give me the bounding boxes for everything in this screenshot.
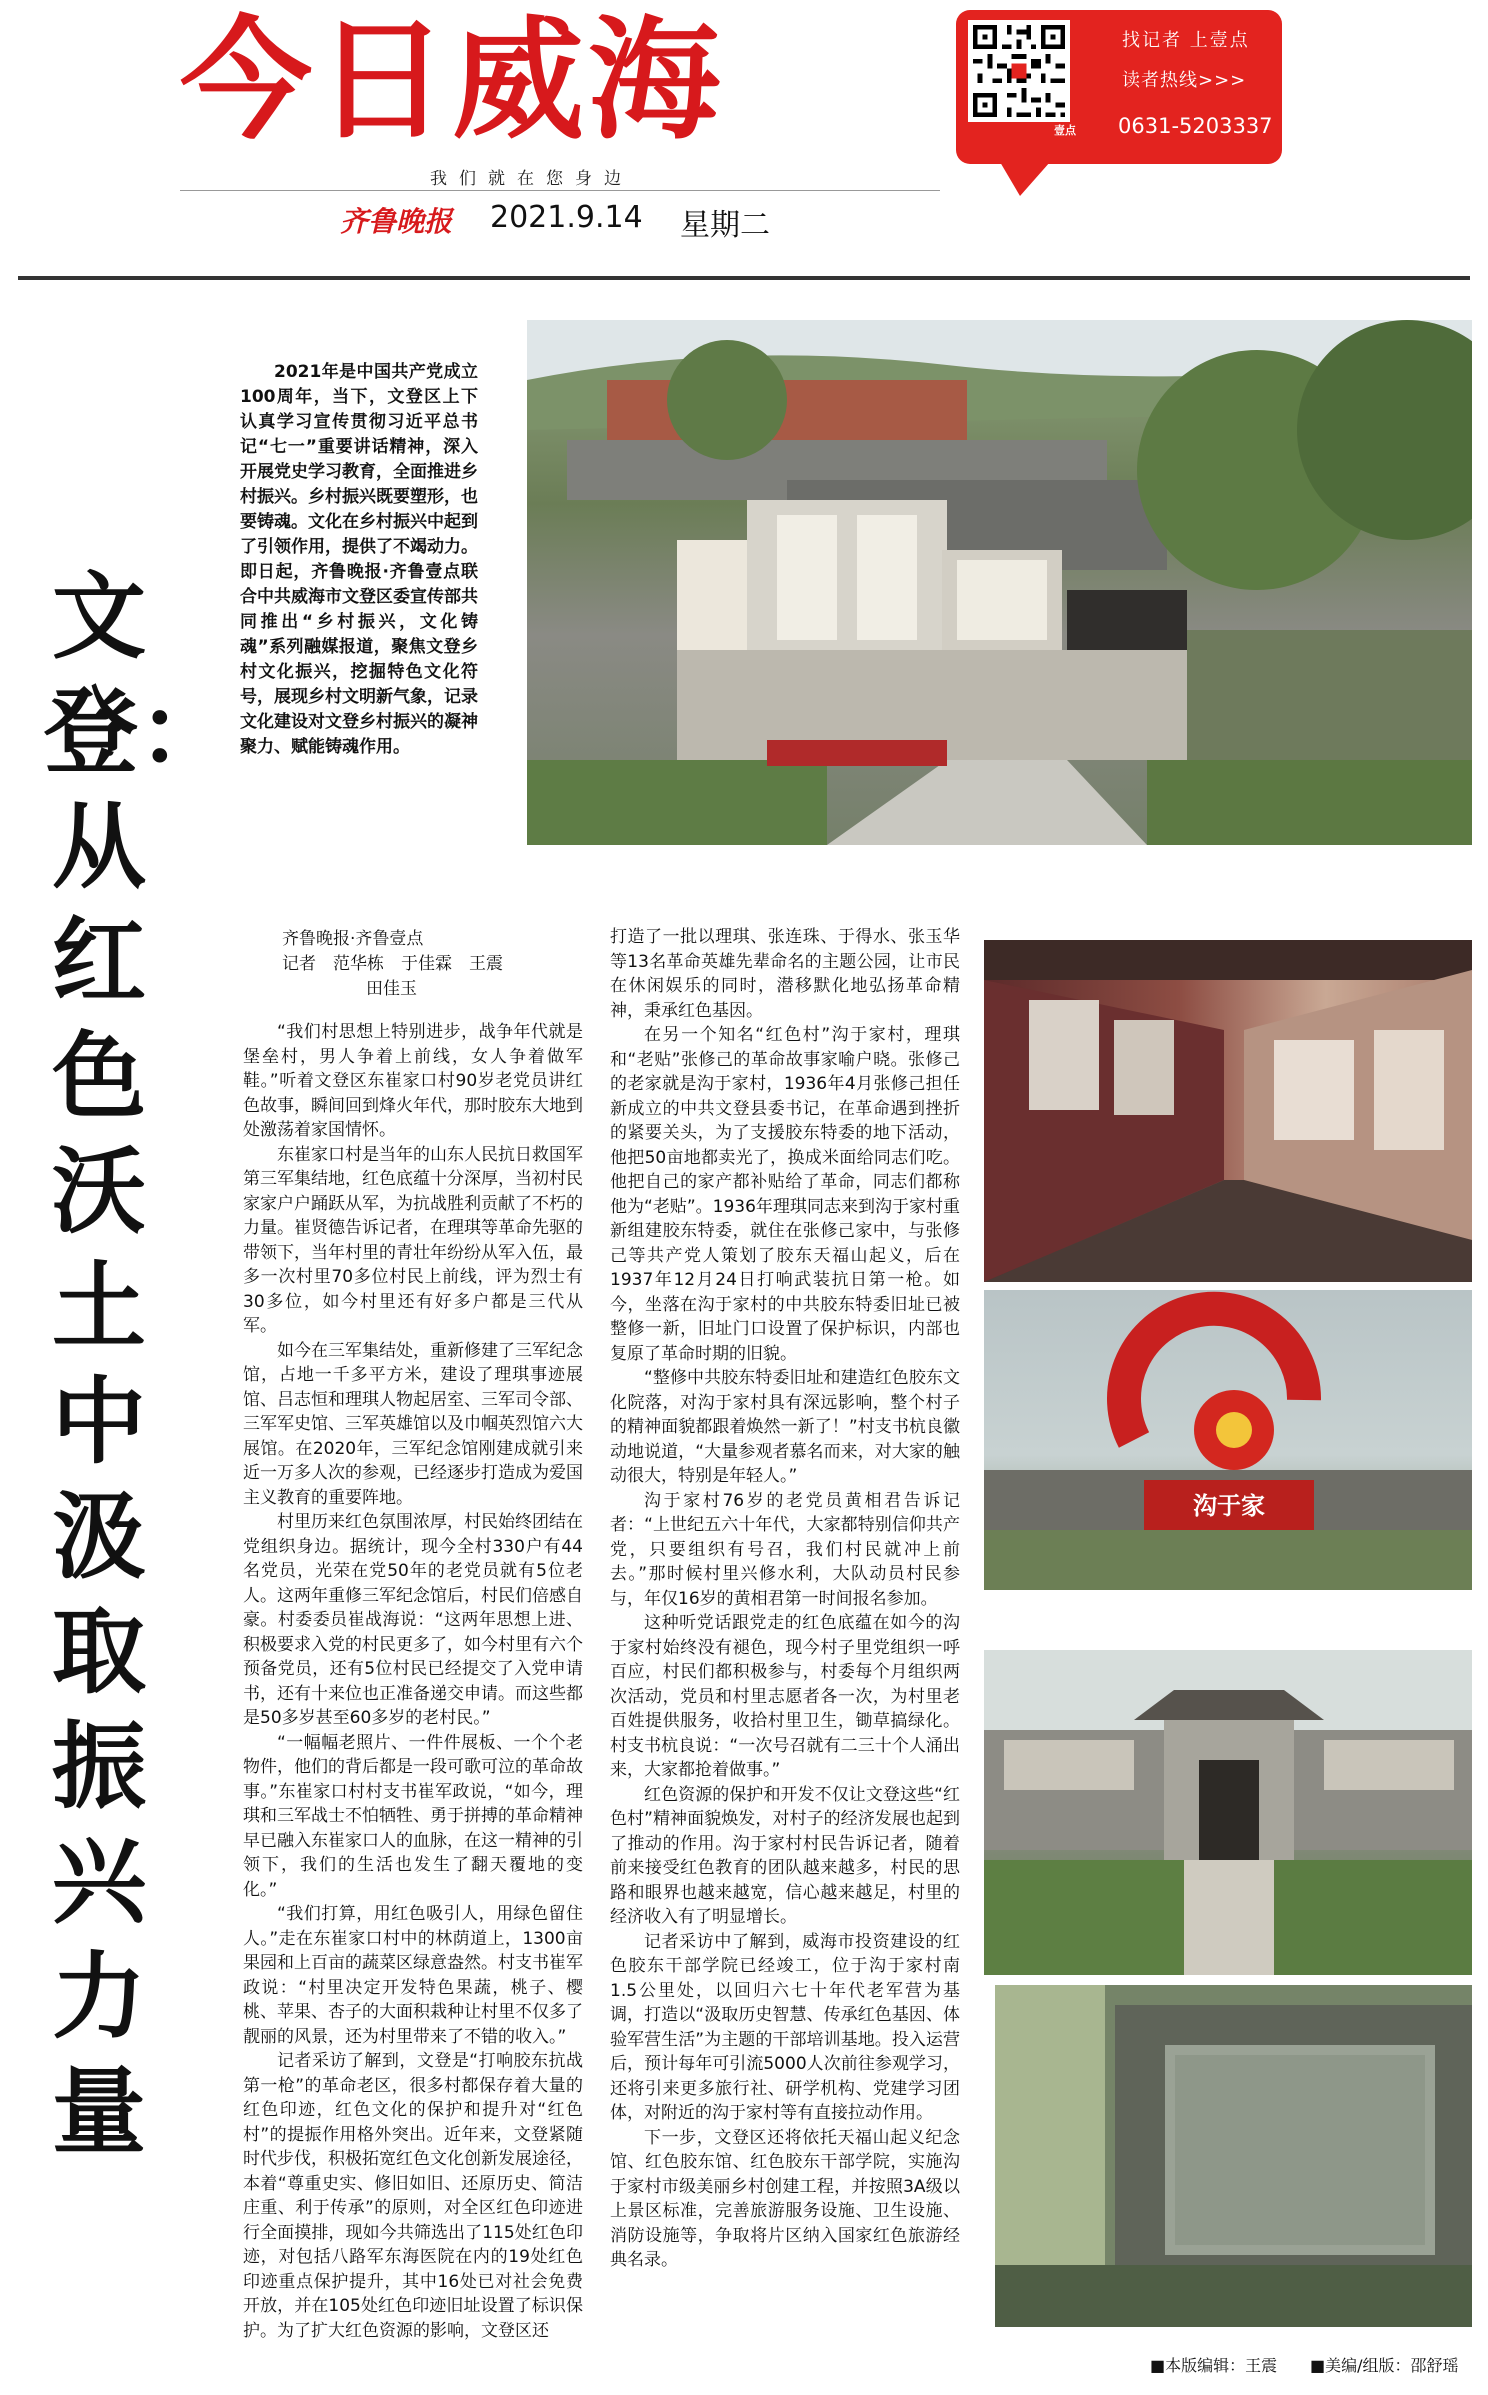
- masthead-slogan: 我们就在您身边: [430, 169, 633, 189]
- qr-code-icon[interactable]: [968, 20, 1070, 122]
- paragraph: “一幅幅老照片、一件件展板、一个个老物件，他们的背后都是一段可歌可泣的革命故事。”东崔家口村村支书崔军政说，“如今，理琪和三军战士不怕牺牲、勇于拼搏的革命精神早已融入东崔家口人的血脉，在这一精神的引领下，我们的生活也发生了翻天覆地的变化。”: [243, 1732, 583, 1900]
- paragraph: 记者采访中了解到，威海市投资建设的红色胶东干部学院已经竣工，位于沟于家村南1.5公里处，以回归六七十年代老军营为基调，打造以“汲取历史智慧、传承红色基因、体验军营生活”为主题的干部培训基地。投入运营后，预计每年可引流5000人次前往参观学习，还将引来更多旅行社、研学机构、党建学习团体，对附近的沟于家村等有直接拉动作用。: [610, 1931, 960, 2123]
- article-headline: 文登：从红色沃土中汲取振兴力量: [44, 563, 233, 2167]
- issue-weekday: 星期二: [680, 208, 770, 243]
- photo-stone-plaque: [995, 1985, 1472, 2327]
- paragraph: 这种听党话跟党走的红色底蕴在如今的沟于家村始终没有褪色，现今村子里党组织一呼百应，村民们都积极参与，村委每个月组织两次活动，党员和村里志愿者各一次，为村里老百姓提供服务，收拾村里卫生，锄草搞绿化。村支书杭良说：“一次号召就有二三十个人涌出来，大家都抢着做事。”: [610, 1613, 960, 1780]
- footer-designer: ■美编/组版：邵舒瑶: [1310, 2356, 1459, 2375]
- paragraph: 下一步，文登区还将依托天福山起义纪念馆、红色胶东馆、红色胶东干部学院，实施沟于家村市级美丽乡村创建工程，并按照3A级以上景区标准，完善旅游服务设施、卫生设施、消防设施等，争取将片区纳入国家红色旅游经典名录。: [610, 2127, 960, 2270]
- qr-caption: 壹点: [1054, 124, 1076, 137]
- paragraph: 沟于家村76岁的老党员黄相君告诉记者：“上世纪五六十年代，大家都特别信仰共产党，只要组织有号召，我们村民就冲上前去。”那时候村里兴修水利，大队动员村民参与，年仅16岁的黄相君第一时间报名参加。: [610, 1490, 960, 1609]
- hotline-label: 读者热线>>>: [1122, 70, 1247, 91]
- paragraph: “我们打算，用红色吸引人，用绿色留住人。”走在东崔家口村中的林荫道上，1300亩果园和上百亩的蔬菜区绿意盎然。村支书崔军政说：“村里决定开发特色果蔬，桃子、樱桃、苹果、杏子的大面积栽种让村里不仅多了靓丽的风景，还为村里带来了不错的收入。”: [243, 1904, 583, 2047]
- paragraph: 记者采访了解到，文登是“打响胶东抗战第一枪”的革命老区，很多村都保存着大量的红色印迹，红色文化的保护和提升对“红色村”的提振作用格外突出。近年来，文登紧随时代步伐，积极拓宽红色文化创新发展途径，本着“尊重史实、修旧如旧、还原历史、简洁庄重、利于传承”的原则，对全区红色印迹进行全面摸排，现如今共筛选出了115处红色印迹，对包括八路军东海医院在内的19处红色印迹重点保护提升，其中16处已对社会免费开放，并在105处红色印迹旧址设置了标识保护。为了扩大红色资源的影响，文登区还: [243, 2051, 583, 2341]
- masthead-title: 今日威海: [180, 4, 724, 158]
- qr-code-graphic: [968, 20, 1070, 122]
- photo-hall-graphic: [984, 940, 1472, 1282]
- photo-courtyard-gate: [984, 1650, 1472, 1975]
- hotline-phone[interactable]: 0631-5203337: [1118, 114, 1273, 138]
- issue-date: 2021.9.14: [490, 200, 643, 235]
- brand-logo: 齐鲁晚报: [340, 205, 453, 238]
- paragraph: “整修中共胶东特委旧址和建造红色胶东文化院落，对沟于家村具有深远影响，整个村子的精神面貌都跟着焕然一新了！”村支书杭良徽动地说道，“大量参观者慕名而来，对大家的触动很大，特别是年轻人。”: [610, 1368, 960, 1486]
- paragraph: 在另一个知名“红色村”沟于家村，理琪和“老贴”张修己的革命故事家喻户晓。张修己的老家就是沟于家村，1936年4月张修己担任新成立的中共文登县委书记，在革命遇到挫折的紧要关头，为了支援胶东特委的地下活动，他把50亩地都卖光了，换成米面给同志们吃。他把自己的家产都补贴给了革命，同志们都称他为“老贴”。1936年理琪同志来到沟于家村重新组建胶东特委，就住在张修己家中，与张修己等共产党人策划了胶东天福山起义，后在1937年12月24日打响武装抗日第一枪。如今，坐落在沟于家村的中共胶东特委旧址已被整修一新，旧址门口设置了保护标识，内部也复原了革命时期的旧貌。: [610, 1025, 960, 1364]
- header-divider: [18, 276, 1470, 280]
- photo-village-graphic: [527, 320, 1472, 845]
- paragraph: 红色资源的保护和开发不仅让文登这些“红色村”精神面貌焕发，对村子的经济发展也起到了推动的作用。沟于家村村民告诉记者，随着前来接受红色教育的团队越来越多，村民的思路和眼界也越来越宽，信心越来越足，村里的经济收入有了明显增长。: [610, 1784, 960, 1927]
- article-column-left: [243, 1020, 583, 2343]
- photo-gate-graphic: [984, 1650, 1472, 1975]
- hotline-slogan: 找记者 上壹点: [1122, 30, 1250, 51]
- paragraph: 打造了一批以理琪、张连珠、于得水、张玉华等13名革命英雄先辈命名的主题公园，让市民在休闲娱乐的同时，潜移默化地弘扬革命精神，秉承红色基因。: [610, 927, 960, 1021]
- byline-outlet: 齐鲁晚报·齐鲁壹点: [282, 929, 424, 949]
- byline-reporters-cont: 田佳玉: [366, 979, 417, 999]
- photo-village-memorial: [527, 320, 1472, 845]
- paragraph: 如今在三军集结处，重新修建了三军纪念馆，占地一千多平方米，建设了理琪事迹展馆、吕志恒和理琪人物起居室、三军司令部、三军军史馆、三军英雄馆以及巾帼英烈馆六大展馆。在2020年，三军纪念馆刚建成就引来近一万多人次的参观，已经逐步打造成为爱国主义教育的重要阵地。: [243, 1340, 583, 1508]
- photo-exhibition-hall: [984, 940, 1472, 1282]
- footer-editor: ■本版编辑：王震: [1150, 2356, 1278, 2375]
- hotline-callout-tail: [1000, 162, 1050, 196]
- article-lead: 2021年是中国共产党成立100周年，当下，文登区上下认真学习宣传贯彻习近平总书记“七一”重要讲话精神，深入开展党史学习教育，全面推进乡村振兴。乡村振兴既要塑形，也要铸魂。文化在乡村振兴中起到了引领作用，提供了不竭动力。即日起，齐鲁晚报·齐鲁壹点联合中共威海市文登区委宣传部共同推出“乡村振兴，文化铸魂”系列融媒报道，聚焦文登乡村文化振兴，挖掘特色文化符号，展现乡村文明新气象，记录文化建设对文登乡村振兴的凝神聚力、赋能铸魂作用。: [240, 362, 478, 757]
- article-column-right: [610, 925, 960, 2273]
- photo-party-emblem-sign: [984, 1290, 1472, 1590]
- photo-plaque-graphic: [995, 1985, 1472, 2327]
- header-rule: [180, 190, 940, 191]
- photo-emblem-graphic: [984, 1290, 1472, 1590]
- article-byline: [282, 927, 582, 1002]
- emblem-sign-text: 沟于家: [1193, 1492, 1265, 1520]
- paragraph: 村里历来红色氛围浓厚，村民始终团结在党组织身边。据统计，现今全村330户有44名党员，光荣在党50年的老党员就有5位老人。这两年重修三军纪念馆后，村民们倍感自豪。村委委员崔战海说：“这两年思想上进、积极要求入党的村民更多了，如今村里有六个预备党员，还有5位村民已经提交了入党申请书，还有十来位也正准备递交申请。而这些都是50多岁甚至60多岁的老村民。”: [243, 1512, 583, 1728]
- paragraph: “我们村思想上特别进步，战争年代就是堡垒村，男人争着上前线，女人争着做军鞋。”听着文登区东崔家口村90岁老党员讲红色故事，瞬间回到烽火年代，那时胶东大地到处激荡着家国情怀。: [243, 1022, 583, 1140]
- paragraph: 东崔家口村是当年的山东人民抗日救国军第三军集结地，红色底蕴十分深厚，当初村民家家户户踊跃从军，为抗战胜利贡献了不朽的力量。崔贤德告诉记者，在理琪等革命先驱的带领下，当年村里的青壮年纷纷从军入伍，最多一次村里70多位村民上前线，评为烈士有30多位，如今村里还有好多户都是三代从军。: [243, 1144, 583, 1336]
- byline-reporters: 记者 范华栋 于佳霖 王震: [282, 954, 503, 974]
